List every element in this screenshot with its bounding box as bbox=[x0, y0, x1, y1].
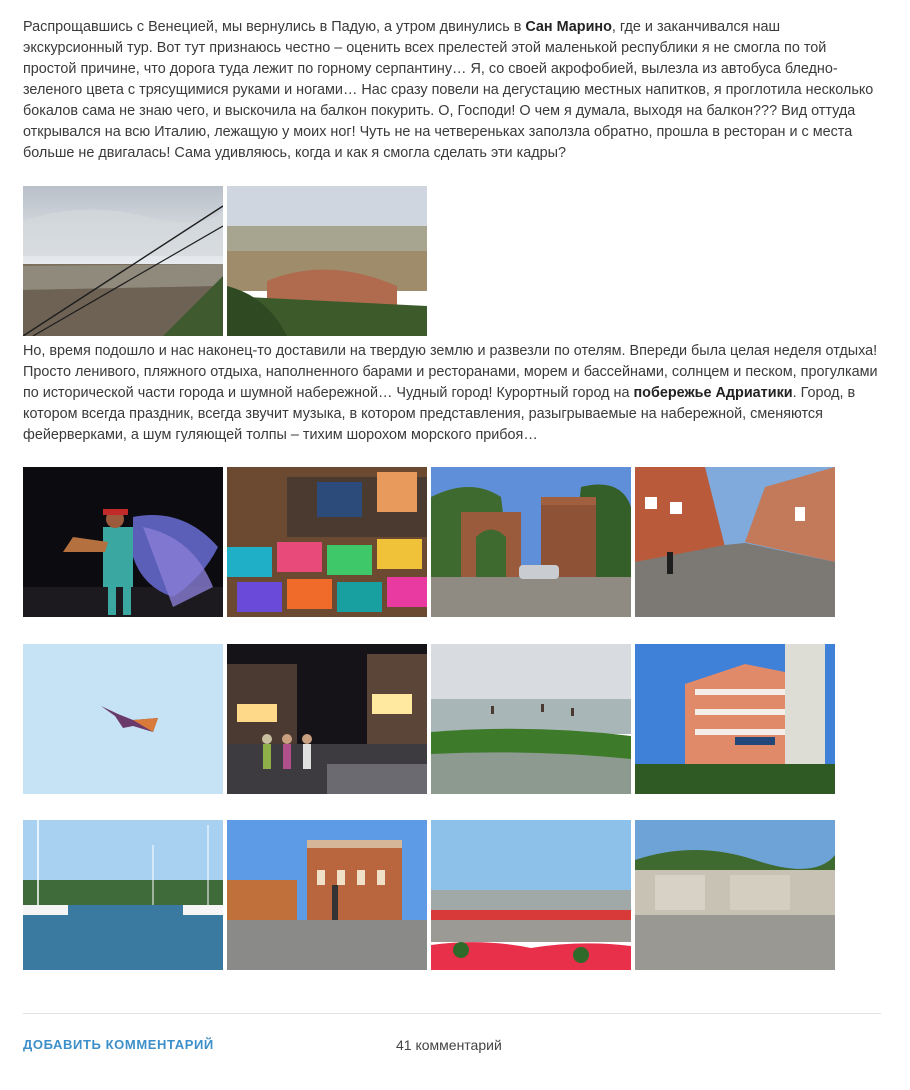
bold-place-name: побережье Адриатики bbox=[633, 385, 793, 401]
photo-pedestrian-street[interactable] bbox=[635, 467, 835, 617]
article-paragraph-1 bbox=[23, 17, 883, 164]
footer-divider bbox=[23, 1013, 881, 1014]
photo-stone-wall[interactable] bbox=[635, 820, 835, 970]
photo-hotel-building[interactable] bbox=[635, 644, 835, 794]
photo-sea-shallows[interactable] bbox=[431, 644, 631, 794]
paragraph-text: . Город, в котором всегда праздник, всегда звучит музыка, в котором представления, разыгрываемые на набережной, сменяются фейерверками, а шум гуляющей толпы – тихим шорохом морского прибоя… bbox=[23, 385, 856, 443]
paragraph-text: Но, время подошло и нас наконец-то доставили на твердую землю и развезли по отелям. Впереди была целая неделя отдыха! Просто ленивого, пляжного отдыха, наполненного барами и ресторанами, морем и бассейнами, солнцем и песком, прогулками по исторической части города и шумной набережной… Чудный город! Курортный город на bbox=[23, 343, 878, 401]
photo-street-artist-paintings[interactable] bbox=[227, 467, 427, 617]
paragraph-text: , где и заканчивался наш экскурсионный тур. Вот тут признаюсь честно – оценить всех прелестей этой маленькой республики я не смогла по той простой причине, что дорога туда лежит по горному серпантину… Я, со своей акрофобией, вылезла из автобуса бледно-зеленого цвета с трясущимися руками и ногами… Нас сразу повели на дегустацию местных напитков, я проглотила несколько бокалов сама не знаю чего, и выскочила на балкон покурить. О, Господи! О чем я думала, выходя на балкон??? Вид оттуда открывался на всю Италию, лежащую у моих ног! Чуть не на четвереньках заползла обратно, прошла в ресторан и с места больше не двигалась! Сама удивляюсь, когда и как я смогла сделать эти кадры? bbox=[23, 19, 874, 161]
comment-count: 41 комментарий bbox=[396, 1037, 502, 1053]
paragraph-text: Распрощавшись с Венецией, мы вернулись в Падую, а утром двинулись в bbox=[23, 19, 526, 35]
photo-theatre-square[interactable] bbox=[227, 820, 427, 970]
photo-flower-garden[interactable] bbox=[431, 820, 631, 970]
photo-san-marino-view-2[interactable] bbox=[227, 186, 427, 336]
bold-place-name: Сан Марино bbox=[525, 19, 612, 35]
add-comment-link[interactable]: ДОБАВИТЬ КОММЕНТАРИЙ bbox=[23, 1037, 214, 1052]
photo-ruined-arch[interactable] bbox=[431, 467, 631, 617]
photo-kite-in-sky[interactable] bbox=[23, 644, 223, 794]
photo-marina-boats[interactable] bbox=[23, 820, 223, 970]
article-paragraph-2 bbox=[23, 341, 883, 446]
photo-san-marino-view-1[interactable] bbox=[23, 186, 223, 336]
photo-street-performer[interactable] bbox=[23, 467, 223, 617]
photo-night-promenade[interactable] bbox=[227, 644, 427, 794]
